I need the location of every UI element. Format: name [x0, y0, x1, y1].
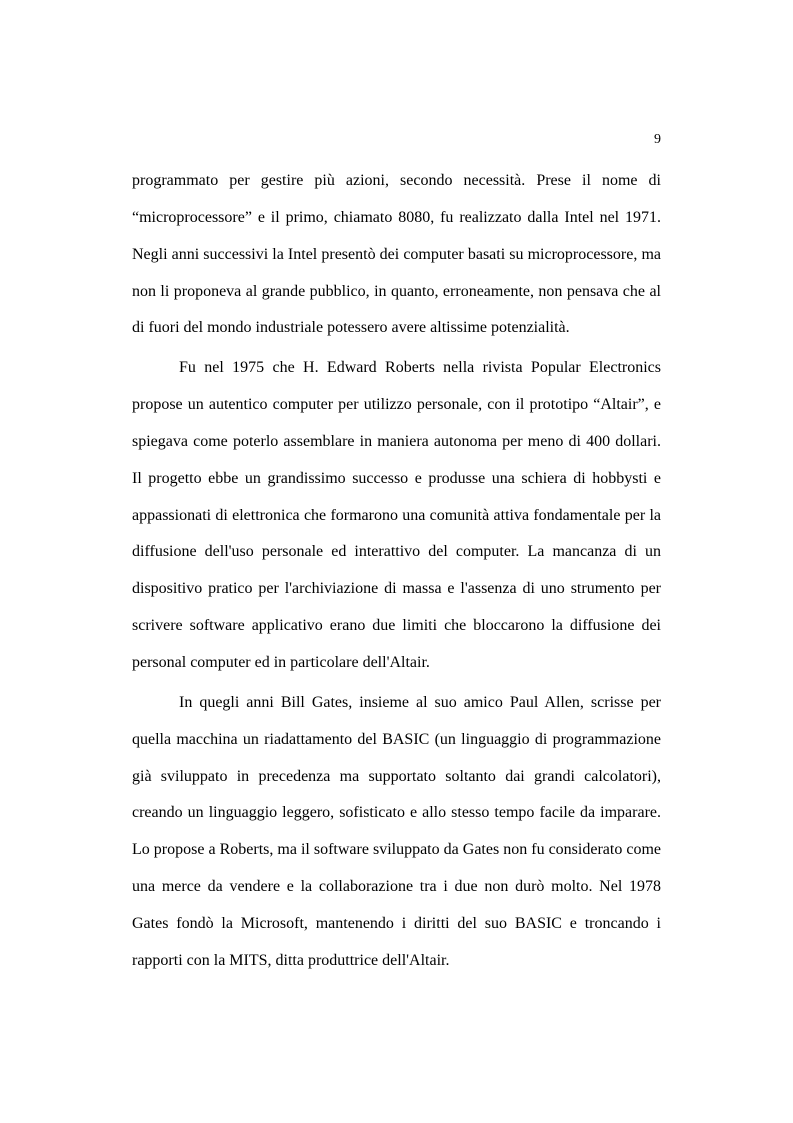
text-line: Lo propose a Roberts, ma il software sviluppato da Gates non fu considerato come [132, 841, 661, 859]
text-line: di fuori del mondo industriale potessero avere altissime potenzialità. [132, 319, 570, 337]
text-line: personal computer ed in particolare dell'Altair. [132, 653, 430, 671]
text-line: “microprocessore” e il primo, chiamato 8080, fu realizzato dalla Intel nel 1971. [132, 208, 661, 226]
text-line: Gates fondò la Microsoft, mantenendo i diritti del suo BASIC e troncando i [132, 914, 661, 932]
text-line: creando un linguaggio leggero, sofisticato e allo stesso tempo facile da imparare. [132, 804, 661, 822]
text-line: programmato per gestire più azioni, secondo necessità. Prese il nome di [132, 172, 661, 189]
body-text [132, 168, 661, 985]
text-line: spiegava come poterlo assemblare in maniera autonoma per meno di 400 dollari. [132, 432, 661, 450]
text-line: propose un autentico computer per utilizzo personale, con il prototipo “Altair”, e [132, 396, 661, 414]
text-line: una merce da vendere e la collaborazione tra i due non durò molto. Nel 1978 [132, 878, 661, 896]
page-number: 9 [654, 132, 661, 147]
text-line: appassionati di elettronica che formarono una comunità attiva fondamentale per la [132, 506, 661, 524]
text-line: non li proponeva al grande pubblico, in quanto, erroneamente, non pensava che al [132, 282, 661, 300]
text-line: Il progetto ebbe un grandissimo successo e produsse una schiera di hobbysti e [132, 469, 661, 487]
text-line: diffusione dell'uso personale ed interattivo del computer. La mancanza di un [132, 543, 661, 561]
text-line: rapporti con la MITS, ditta produttrice dell'Altair. [132, 951, 450, 969]
text-line: quella macchina un riadattamento del BASIC (un linguaggio di programmazione [132, 730, 661, 748]
text-line: scrivere software applicativo erano due limiti che bloccarono la diffusione dei [132, 617, 661, 635]
text-line: dispositivo pratico per l'archiviazione di massa e l'assenza di uno strumento per [132, 580, 661, 598]
text-line: In quegli anni Bill Gates, insieme al suo amico Paul Allen, scrisse per [179, 693, 661, 711]
text-line: Negli anni successivi la Intel presentò dei computer basati su microprocessore, ma [132, 245, 661, 263]
text-line: Fu nel 1975 che H. Edward Roberts nella rivista Popular Electronics [179, 359, 661, 377]
text-line: già sviluppato in precedenza ma supportato soltanto dai grandi calcolatori), [132, 767, 661, 785]
